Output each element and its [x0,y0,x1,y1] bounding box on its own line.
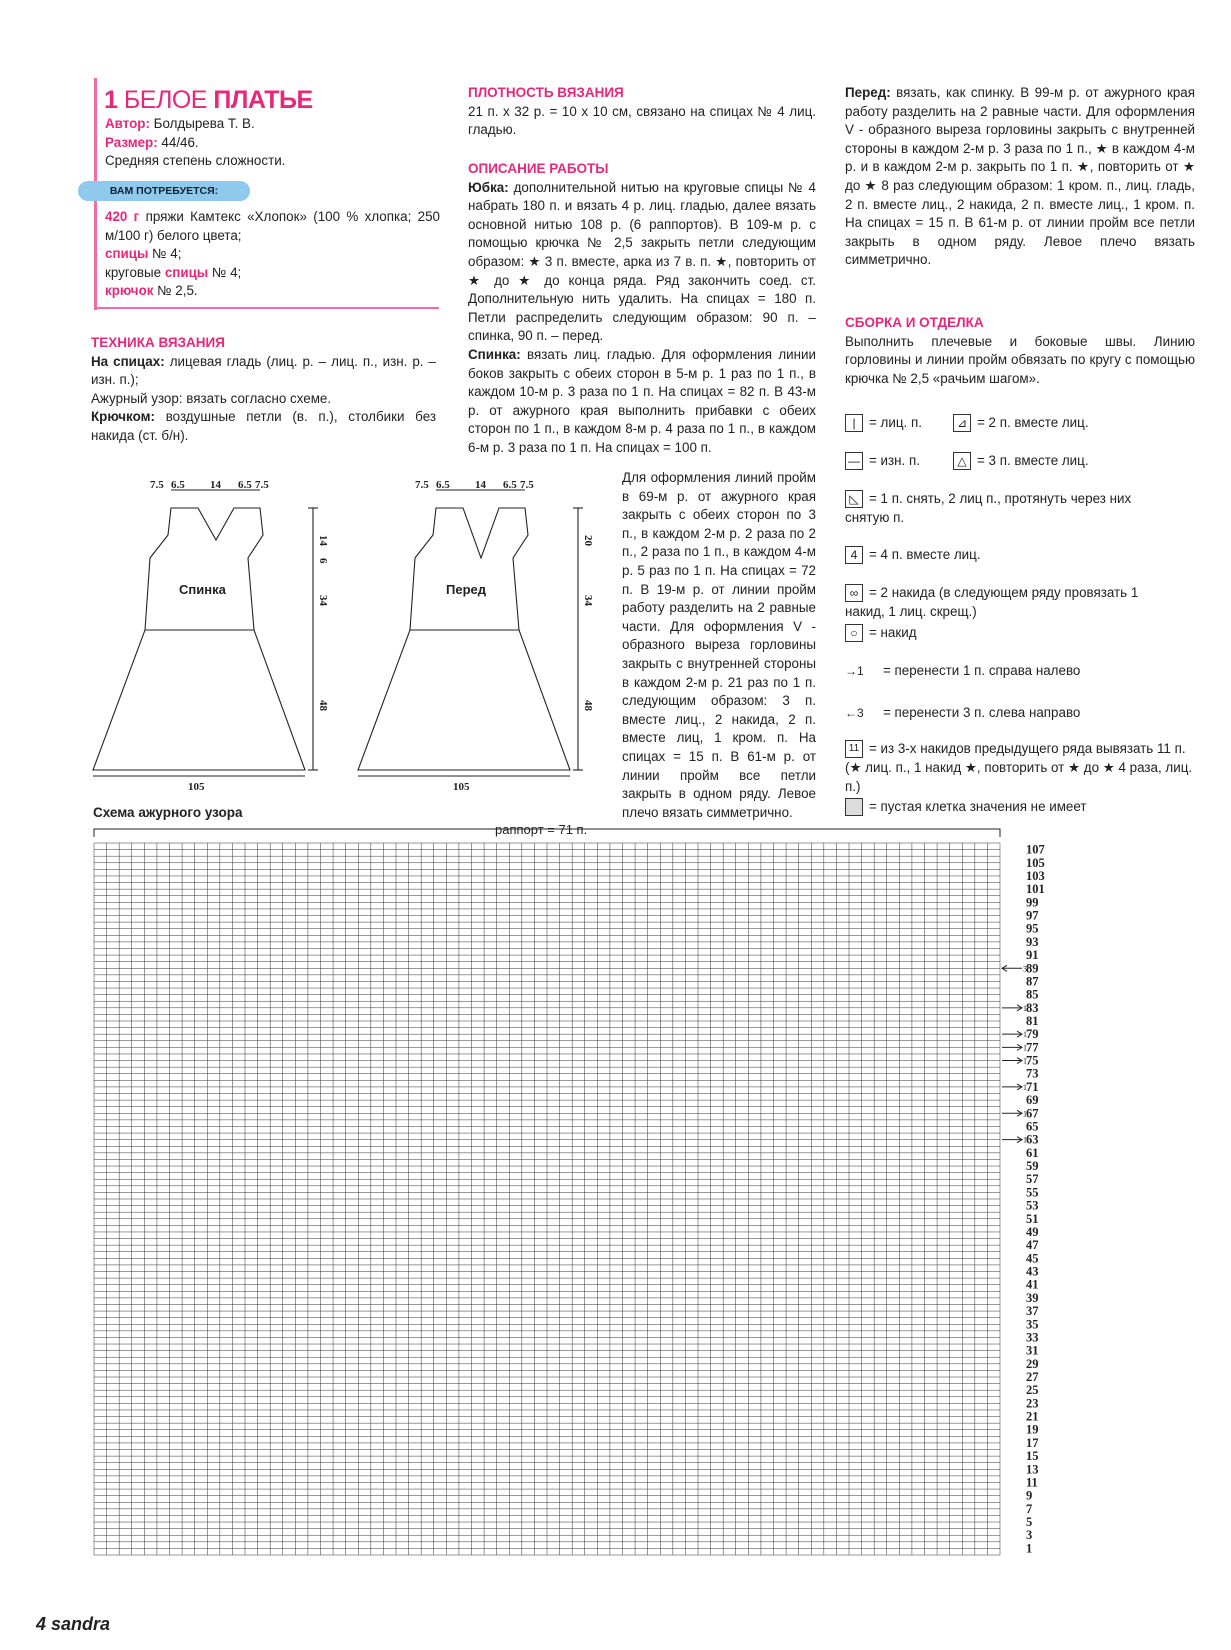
row-number: 37 [1026,1304,1039,1319]
row-number: 97 [1026,908,1039,923]
front-block: Перед: вязать, как спинку. В 99-м р. от ажурного края работу разделить на 2 равные части. Для оформления V - образного выреза горловины закрыть с внутренней стороны в каждом 2-м р. 3 раза по 1 п., ★ в каждом 4-м р. и в каждом 2-м р. закрыть по 1 п. ★, повторить от ★ до ★ 8 раз следующим образом: 1 кром. п., лиц. гладь, 2 п. вместе лиц., 2 накида, 2 п. вместе лиц., 1 кром. п. На спицах = 15 п. В 61-м р. от линии пройм все петли закрыть в одном ряду. Левое плечо вязать симметрично. [845,85,1195,268]
arrow-label: 1 [1023,1056,1027,1066]
row-number: 33 [1026,1330,1039,1345]
chart-grid [94,843,1000,1555]
rapport-label: раппорт = 71 п. [495,822,588,837]
svg-text:14: 14 [210,480,221,491]
materials-block: 420 г пряжи Камтекс «Хлопок» (100 % хлопка; 250 м/100 г) белого цвета; спицы № 4; круговые спицы № 4; крючок № 2,5. [105,209,440,299]
row-number: 19 [1026,1422,1039,1437]
legend-item: 11 = из 3-х накидов предыдущего ряда вывязать 11 п. (★ лиц. п., 1 накид ★, повторить от ★ до ★ 4 раза, лиц. п.) [845,741,1193,795]
svg-text:6.5: 6.5 [503,480,517,491]
row-number: 7 [1026,1501,1033,1516]
row-number: 103 [1026,868,1045,883]
legend-item: →1 = перенести 1 п. справа налево [845,661,1080,681]
legend-item: △ = 3 п. вместе лиц. [953,451,1089,470]
assembly-block: СБОРКА И ОТДЕЛКА Выполнить плечевые и боковые швы. Линию горловины и линии пройм обвязать по кругу с помощью крючка № 2,5 «рачьим шагом». [845,315,1195,386]
row-number: 105 [1026,855,1045,870]
row-number: 35 [1026,1317,1039,1332]
arrow-label: 1 [1023,1082,1027,1092]
legend-item: ○ = накид [845,623,917,642]
arrow-label: 3 [1023,964,1027,974]
row-number: 29 [1026,1356,1039,1371]
k4tog-icon: 4 [845,546,863,564]
row-number: 49 [1026,1224,1039,1239]
row-number: 43 [1026,1264,1039,1279]
arrow-label: 1 [1023,1003,1027,1013]
purl-stitch-icon: — [845,452,863,470]
row-number: 59 [1026,1159,1039,1174]
work-block: ОПИСАНИЕ РАБОТЫ Юбка: дополнительной нитью на круговые спицы № 4 набрать 180 п. и вязать 4 р. лиц. гладью, далее вязать основной нитью 108 р. (6 раппортов). В 109-м р. с помощью крючка № 2,5 закрыть петли следующим образом: ★ 3 п. вместе, арка из 7 в. п. ★, повторить от ★ до ★ до конца ряда. Ряд закончить соед. ст. Дополнительную нить удалить. На спицах = 180 п. Петли распределить следующим образом: 90 п. – спинка, 90 п. – перед. Спинка: вязать лиц. гладью. Для оформления линии боков закрыть с обеих сторон в 5-м р. 1 раз по 1 п., в каждом 10-м р. 3 раза по 1 п. На спицах = 82 п. В 43-м р. от ажурного края выполнить прибавки с обеих сторон по 1 п., в каждом 8-м р. 4 раза по 1 п., в каждом 6-м р. 3 раза по 1 п. На спицах = 100 п. [468,161,816,455]
legend-item: = пустая клетка значения не имеет [845,797,1087,816]
svg-text:6.5: 6.5 [171,480,185,491]
row-number: 69 [1026,1093,1039,1108]
gauge-block: ПЛОТНОСТЬ ВЯЗАНИЯ 21 п. х 32 р. = 10 х 10 см, связано на спицах № 4 лиц. гладью. [468,85,816,138]
row-number: 25 [1026,1383,1039,1398]
svg-text:34: 34 [582,595,594,606]
svg-text:48: 48 [317,700,329,711]
chart-title: Схема ажурного узора [93,805,243,820]
row-number: 83 [1026,1000,1039,1015]
svg-text:14: 14 [475,480,486,491]
row-number: 53 [1026,1198,1039,1213]
k2tog-icon: ⊿ [953,414,971,432]
row-number: 57 [1026,1172,1039,1187]
row-number: 77 [1026,1040,1039,1055]
row-number: 87 [1026,974,1039,989]
svg-text:7.5: 7.5 [255,480,269,491]
row-number: 3 [1026,1528,1033,1543]
row-number: 81 [1026,1014,1039,1028]
legend-item: ∞ = 2 накида (в следующем ряду провязать 1 накид, 1 лиц. скрещ.) [845,585,1139,620]
row-number: 67 [1026,1106,1039,1121]
row-number: 23 [1026,1396,1039,1411]
row-number: 71 [1026,1079,1039,1094]
svg-text:7.5: 7.5 [150,480,164,491]
row-number: 63 [1026,1132,1039,1147]
row-number: 13 [1026,1462,1039,1477]
legend-item: | = лиц. п. [845,413,922,432]
arrow-label: 1 [1023,1135,1027,1145]
work-heading: ОПИСАНИЕ РАБОТЫ [468,161,609,176]
technique-block: ТЕХНИКА ВЯЗАНИЯ На спицах: лицевая гладь (лиц. р. – лиц. п., изн. р. – изн. п.); Ажурный узор: вязать согласно схеме. Крючком: воздушные петли (в. п.), столбики без накида (ст. б/н). [91,335,436,443]
row-number: 99 [1026,895,1039,910]
svg-text:34: 34 [317,595,329,606]
svg-text:14: 14 [317,535,329,546]
svg-text:48: 48 [582,700,594,711]
row-number: 21 [1026,1409,1039,1424]
materials-badge: ВАМ ПОТРЕБУЕТСЯ: [78,181,250,201]
row-number: 101 [1026,882,1045,897]
row-number: 55 [1026,1185,1039,1200]
yarnover-icon: ○ [845,624,863,642]
svg-text:6: 6 [317,558,329,564]
rapport-bracket [94,829,1000,837]
svg-text:105: 105 [188,781,205,790]
double-yarnover-icon: ∞ [845,584,863,602]
row-number: 45 [1026,1251,1039,1266]
arrow-label: 1 [1023,1109,1027,1119]
row-number: 73 [1026,1066,1039,1081]
row-number: 79 [1026,1027,1039,1042]
knit-stitch-icon: | [845,414,863,432]
row-number: 85 [1026,987,1039,1002]
row-number: 11 [1026,1475,1038,1490]
meta-block: Автор: Болдырева Т. В. Размер: 44/46. Средняя степень сложности. [105,116,286,169]
row-number: 1 [1026,1541,1033,1556]
page-title: 1 БЕЛОЕ ПЛАТЬЕ [104,86,313,114]
assembly-heading: СБОРКА И ОТДЕЛКА [845,315,984,330]
row-number: 15 [1026,1449,1039,1464]
row-number: 89 [1026,961,1039,976]
row-number: 91 [1026,948,1039,963]
row-number: 65 [1026,1119,1039,1134]
arrow-label: 1 [1023,1030,1027,1040]
svg-text:20: 20 [582,535,594,546]
svg-text:7.5: 7.5 [415,480,429,491]
svg-text:105: 105 [453,781,470,790]
row-number: 47 [1026,1238,1039,1253]
arrow-left-icon: ←3 [845,706,864,720]
row-number: 31 [1026,1343,1039,1358]
front-label: Перед [446,582,486,597]
row-number: 61 [1026,1145,1039,1160]
legend-item: 4 = 4 п. вместе лиц. [845,545,981,564]
row-number: 39 [1026,1290,1039,1305]
legend-item: — = изн. п. [845,451,920,470]
gauge-heading: ПЛОТНОСТЬ ВЯЗАНИЯ [468,85,624,100]
row-number: 27 [1026,1370,1039,1384]
row-number: 95 [1026,921,1039,936]
row-number: 17 [1026,1435,1039,1450]
eleven-from-three-icon: 11 [845,740,863,758]
back-label: Спинка [179,582,226,597]
row-number: 5 [1026,1515,1033,1530]
arrow-right-icon: →1 [845,664,864,678]
row-number: 75 [1026,1053,1039,1068]
legend-item: ⊿ = 2 п. вместе лиц. [953,413,1089,432]
legend-item: ←3 = перенести 3 п. слева направо [845,703,1080,723]
svg-text:7.5: 7.5 [520,480,534,491]
page-footer: 4 sandra [36,1614,111,1634]
row-number: 9 [1026,1488,1033,1503]
row-number: 93 [1026,934,1039,949]
svg-text:6.5: 6.5 [238,480,252,491]
technique-heading: ТЕХНИКА ВЯЗАНИЯ [91,335,225,350]
row-number: 41 [1026,1277,1039,1292]
row-number: 51 [1026,1211,1039,1226]
k3tog-icon: △ [953,452,971,470]
arrow-label: 1 [1023,1043,1027,1053]
work-block-2: Для оформления линий пройм в 69-м р. от ажурного края закрыть с обеих сторон по 3 п., в каждом 2-м р. 2 раза по 2 п., 2 раза по 1 п., в каждом 4-м р. 5 раз по 1 п. На спицах = 72 п. В 19-м р. от линии пройм работу разделить на 2 равные части. Для оформления V - образного выреза горловины закрыть с внутренней стороны в каждом 2-м р. 21 раз по 1 п. следующим образом: 3 п. вместе лиц., 2 накида, 2 п. вместе лиц, 1 кром. п. На спицах = 15 п. В 61-м р. от линии пройм все петли закрыть в одном ряду. Левое плечо вязать симметрично. [622,470,816,820]
legend-item: ◺ = 1 п. снять, 2 лиц п., протянуть через них снятую п. [845,491,1132,526]
row-number: 107 [1026,842,1045,857]
slip-pass-icon: ◺ [845,490,863,508]
svg-text:6.5: 6.5 [436,480,450,491]
